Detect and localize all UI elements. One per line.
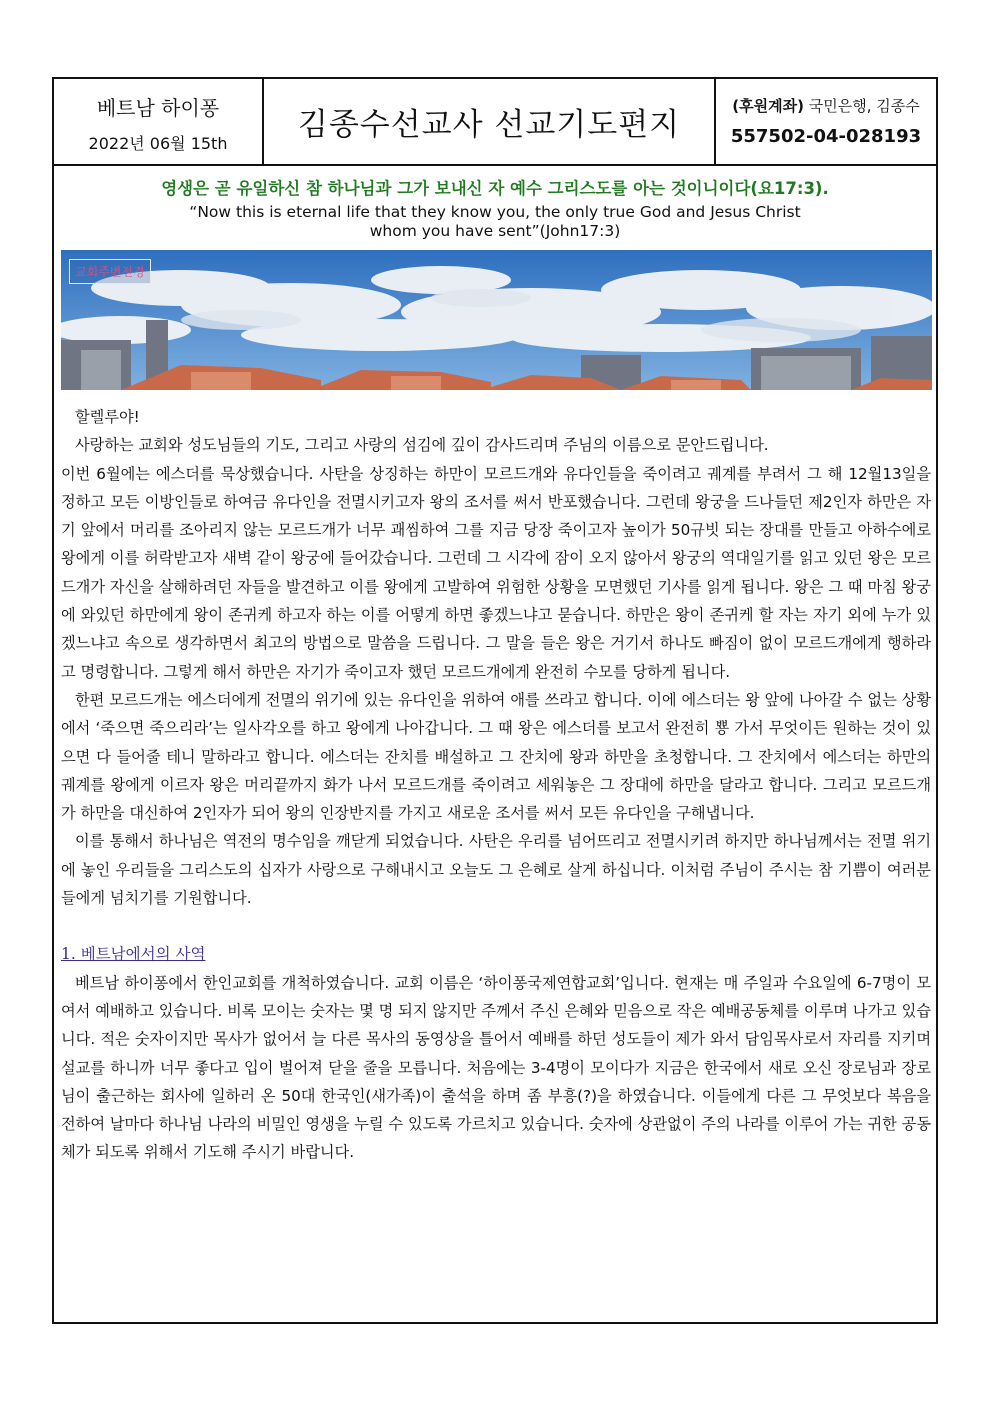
paragraph-1: 사랑하는 교회와 성도님들의 기도, 그리고 사랑의 섬김에 깊이 감사드리며 주님의 이름으로 문안드립니다. <box>75 436 769 455</box>
section-1-heading: 1. 베트남에서의 사역 <box>61 945 206 964</box>
paragraph-2: 이번 6월에는 에스더를 묵상했습니다. 사탄을 상징하는 하만이 모르드개와 유다인들을 죽이려고 궤계를 부려서 그 해 12월13일을 정하고 모든 이방인들로 하여금 유다인을 전멸시키고자 왕의 조서를 써서 반포했습니다. 그런데 왕궁을 드나들던 제2인자 하만은 자기 앞에서 머리를 조아리지 않는 모르드개가 너무 괘씸하여 그를 지금 당장 죽이고자 높이가 50규빗 되는 장대를 만들고 아하수에로 왕에게 이를 허락받고자 새벽 같이 왕궁에 들어갔습니다. 그런데 그 시각에 잠이 오지 않아서 왕궁의 역대일기를 읽고 있던 왕은 모르드개가 자신을 살해하려던 자들을 발견하고 이를 왕에게 고발하여 위험한 상황을 모면했던 기사를 읽게 됩니다. 왕은 그 때 마침 왕궁에 와있던 하만에게 왕이 존귀케 하고자 하는 이를 어떻게 하면 좋겠느냐고 묻습니다. 하만은 왕이 존귀케 할 자는 자기 외에 누가 있겠느냐고 속으로 생각하면서 최고의 방법으로 말씀을 드립니다. 그 말을 들은 왕은 거기서 하나도 빠짐이 없이 모르드개에게 행하라고 명령합니다. 그렇게 해서 하만은 자기가 죽이고자 했던 모르드개에게 완전히 수모를 당하게 됩니다. <box>61 464 931 681</box>
paragraph-gap <box>61 912 931 940</box>
account-bank: 국민은행, 김종수 <box>808 97 920 115</box>
section-1-text: 베트남 하이퐁에서 한인교회를 개척하였습니다. 교회 이름은 ‘하이퐁국제연합교회’입니다. 현재는 매 주일과 수요일에 6-7명이 모여서 예배하고 있습니다. 비록 모이는 숫자는 몇 명 되지 않지만 주께서 주신 은혜와 믿음으로 작은 예배공동체를 이루며 나가고 있습니다. 적은 숫자이지만 목사가 없어서 늘 다른 목사의 동영상을 틀어서 예배를 하던 성도들이 제가 와서 담임목사로서 자리를 지키며 설교를 하니까 너무 좋다고 입이 벌어져 닫을 줄을 모릅니다. 처음에는 3-4명이 모이다가 지금은 한국에서 새로 오신 장로님과 장로님이 출근하는 회사에 일하러 온 50대 한국인(새가족)이 출석을 하며 좀 부흥(?)을 하였습니다. 이들에게 다른 그 무엇보다 복음을 전하여 날마다 하나님 나라의 비밀인 영생을 누릴 수 있도록 가르치고 있습니다. 숫자에 상관없이 주의 나라를 이루어 가는 귀한 공동체가 되도록 위해서 기도해 주시기 바랍니다. <box>61 973 931 1162</box>
paragraph-3: 한편 모르드개는 에스더에게 전멸의 위기에 있는 유다인을 위하여 애를 쓰라고 합니다. 이에 에스더는 왕 앞에 나아갈 수 없는 상황에서 ‘죽으면 죽으리라’는 일사각오를 하고 왕에게 나아갑니다. 그 때 왕은 에스더를 보고서 완전히 뿅 가서 무엇이든 원하는 것이 있으면 다 들어줄 테니 말하라고 합니다. 에스더는 잔치를 배설하고 그 잔치에 왕과 하만을 초청합니다. 그 잔치에서 에스더는 하만의 궤계를 왕에게 이르자 왕은 머리끝까지 화가 나서 모르드개를 죽이려고 세워놓은 그 장대에 하만을 달라고 합니다. 그리고 모르드개가 하만을 대신하여 2인자가 되어 왕의 인장반지를 가지고 새로운 조서를 써서 모든 유다인을 구해냅니다. <box>61 690 931 823</box>
location: 베트남 하이퐁 <box>96 96 220 120</box>
section-1-heading-line <box>61 940 931 968</box>
verse-english <box>54 203 936 241</box>
header-location-cell <box>54 79 264 164</box>
letter-title: 김종수선교사 선교기도편지 <box>297 107 681 143</box>
account-label: (후원계좌) <box>732 97 804 115</box>
verse-english-line2: whom you have sent”(John17:3) <box>369 222 621 240</box>
church-surroundings-photo <box>61 250 932 390</box>
photo-caption: 교회주변전경 <box>69 259 151 284</box>
paragraph-4: 이를 통해서 하나님은 역전의 명수임을 깨닫게 되었습니다. 사탄은 우리를 넘어뜨리고 전멸시키려 하지만 하나님께서는 전멸 위기에 놓인 우리들을 그리스도의 십자가 사랑으로 구해내시고 오늘도 그 은혜로 살게 하십니다. 이처럼 주님이 주시는 참 기쁨이 여러분들에게 넘치기를 기원합니다. <box>61 832 931 908</box>
letter-body <box>61 403 931 1167</box>
city-skyline-image <box>61 250 932 390</box>
header-account-cell <box>716 79 936 164</box>
letter-date: 2022년 06월 15th <box>88 134 228 153</box>
greeting: 할렐루야! <box>75 408 140 426</box>
letter-frame <box>52 77 938 1324</box>
account-info <box>716 95 936 116</box>
verse-korean: 영생은 곧 유일하신 참 하나님과 그가 보내신 자 예수 그리스도를 아는 것이니이다(요17:3). <box>161 179 829 198</box>
verse-english-line1: “Now this is eternal life that they know you, the only true God and Jesus Christ <box>189 203 801 221</box>
letter-header <box>54 79 936 166</box>
header-title-cell <box>264 79 716 164</box>
account-number: 557502-04-028193 <box>730 126 922 147</box>
